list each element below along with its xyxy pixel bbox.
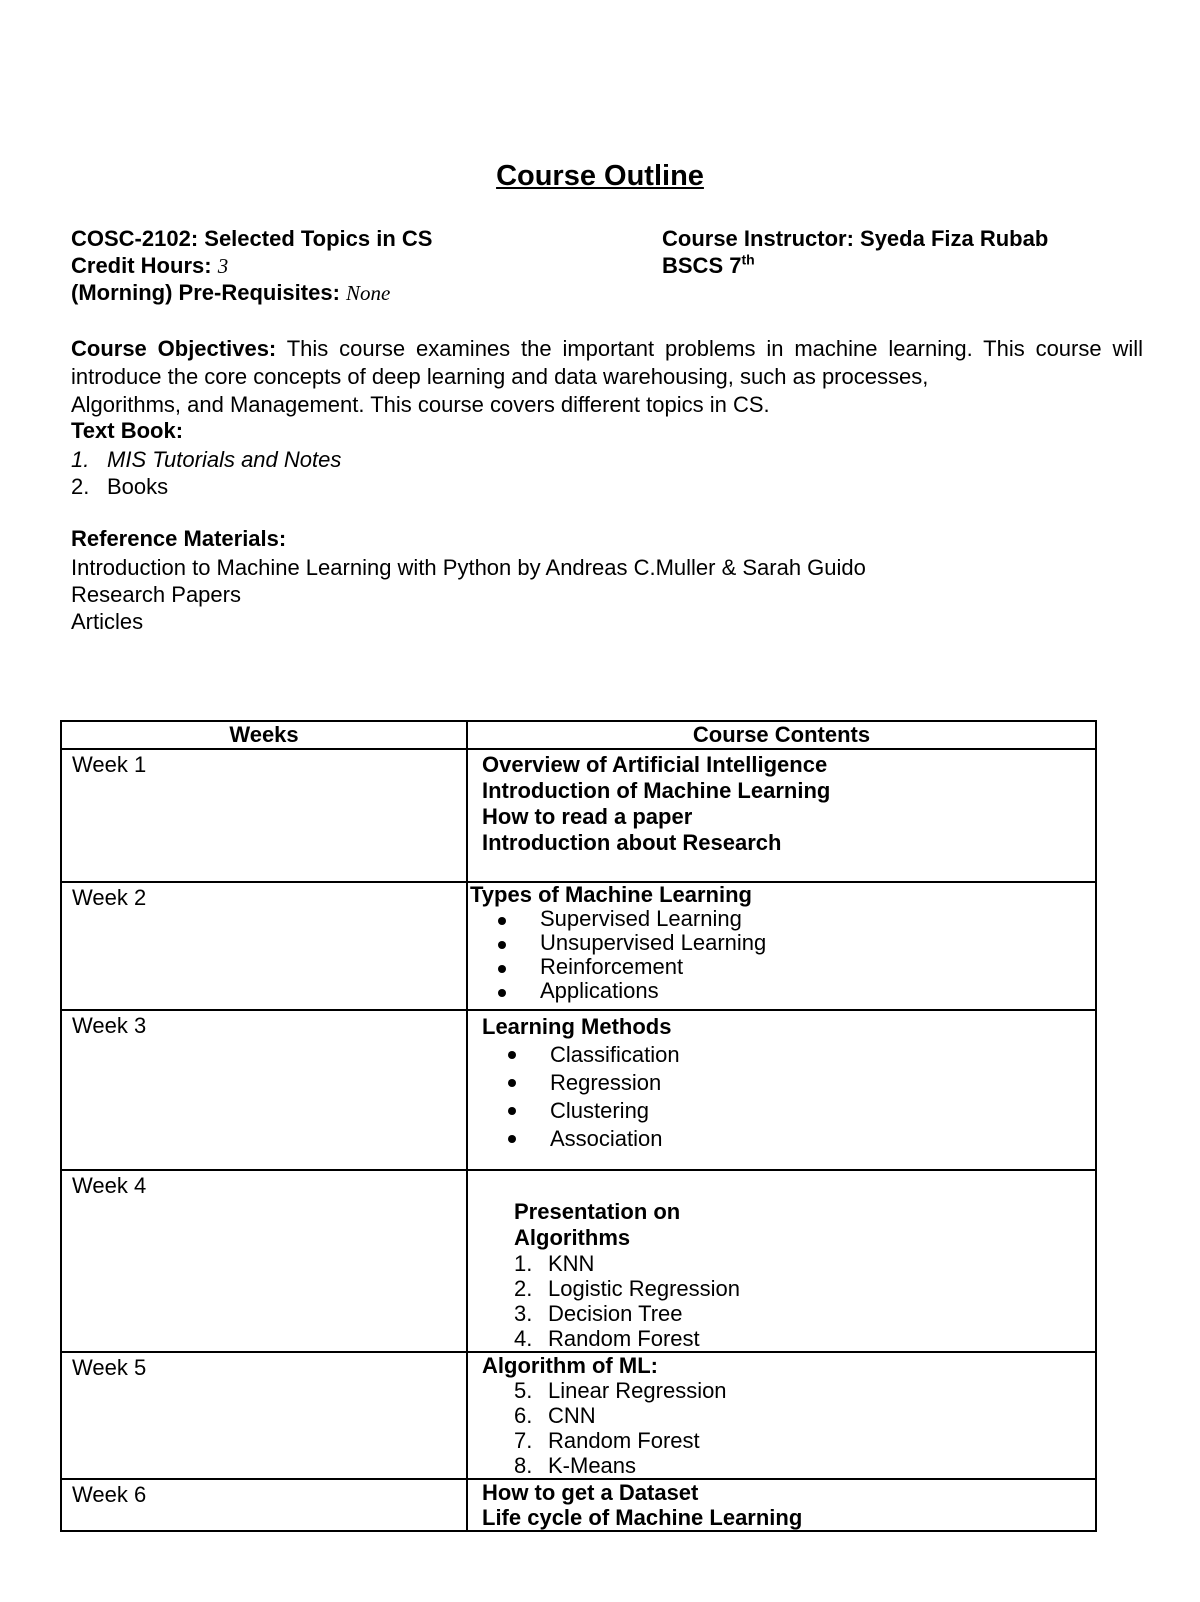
week-contents — [468, 1011, 1095, 1153]
content-line: Introduction about Research — [482, 830, 782, 855]
table-row — [61, 1010, 1096, 1170]
list-item: Classification — [550, 1041, 1095, 1069]
text-book-item — [71, 446, 341, 473]
list-item: Supervised Learning — [540, 907, 1095, 931]
list-item: Regression — [550, 1069, 1095, 1097]
content-line: Introduction of Machine Learning — [482, 778, 831, 803]
list-number: 2. — [514, 1276, 533, 1301]
content-heading: Types of Machine Learning — [470, 882, 752, 907]
column-header-course-contents: Course Contents — [467, 721, 1096, 749]
text-book-item-number: 1. — [71, 447, 90, 472]
credit-hours-label: Credit Hours: — [71, 253, 212, 278]
list-item — [514, 1453, 1095, 1478]
list-number: 8. — [514, 1453, 533, 1478]
list-item — [514, 1428, 1095, 1453]
list-item: Clustering — [550, 1097, 1095, 1125]
list-text: Random Forest — [548, 1428, 700, 1453]
text-book-list — [71, 446, 341, 500]
week-label: Week 1 — [72, 752, 147, 777]
content-line: Life cycle of Machine Learning — [482, 1505, 803, 1530]
numbered-list — [514, 1251, 1095, 1351]
program-label — [662, 252, 755, 279]
text-book-item-text: Books — [107, 474, 169, 499]
list-number: 3. — [514, 1301, 533, 1326]
week-contents — [468, 750, 1095, 856]
list-item — [514, 1276, 1095, 1301]
table-row — [61, 1170, 1096, 1352]
list-text: Logistic Regression — [548, 1276, 740, 1301]
text-book-item-text: MIS Tutorials and Notes — [107, 447, 342, 472]
list-item — [514, 1301, 1095, 1326]
bullet-list — [482, 1041, 1095, 1153]
list-item — [514, 1326, 1095, 1351]
reference-item: Research Papers — [71, 582, 241, 607]
course-header — [71, 225, 1141, 306]
table-header-row — [61, 721, 1096, 749]
list-text: Decision Tree — [548, 1301, 683, 1326]
table-row — [61, 1352, 1096, 1479]
list-text: Linear Regression — [548, 1378, 727, 1403]
list-item — [514, 1251, 1095, 1276]
content-line: Overview of Artificial Intelligence — [482, 752, 828, 777]
list-number: 1. — [514, 1251, 533, 1276]
week-label: Week 5 — [72, 1355, 147, 1380]
objectives-text-end: Algorithms, and Management. This course covers different topics in CS. — [71, 392, 770, 417]
text-book-heading: Text Book: — [71, 418, 184, 443]
list-item — [514, 1378, 1095, 1403]
course-objectives — [71, 335, 1143, 419]
week-label: Week 6 — [72, 1482, 147, 1507]
list-item: Reinforcement — [540, 955, 1095, 979]
list-text: K-Means — [548, 1453, 637, 1478]
list-text: KNN — [548, 1251, 595, 1276]
content-heading: Presentation on — [514, 1199, 681, 1224]
course-instructor: Course Instructor: Syeda Fiza Rubab — [662, 226, 1049, 251]
list-number: 7. — [514, 1428, 533, 1453]
list-item: Applications — [540, 979, 1095, 1003]
credit-hours-value: 3 — [217, 254, 229, 278]
list-number: 5. — [514, 1378, 533, 1403]
list-item: Association — [550, 1125, 1095, 1153]
list-text: Random Forest — [548, 1326, 700, 1351]
content-heading: Algorithms — [514, 1225, 631, 1250]
table-row — [61, 749, 1096, 882]
list-text: CNN — [548, 1403, 596, 1428]
objectives-text: This course examines the important problems in machine learning. This course will introduce the core concepts of deep learning and data warehousing, such as processes, — [71, 336, 1144, 389]
week-contents — [468, 1353, 1095, 1478]
prerequisites-value: None — [346, 281, 391, 305]
week-label: Week 3 — [72, 1013, 147, 1038]
table-row — [61, 1479, 1096, 1531]
reference-item: Articles — [71, 609, 144, 634]
reference-materials-heading: Reference Materials: — [71, 526, 287, 551]
course-code: COSC-2102: Selected Topics in CS — [71, 226, 433, 251]
program-superscript: th — [741, 251, 755, 268]
page-title: Course Outline — [496, 160, 704, 192]
content-heading: Learning Methods — [482, 1014, 672, 1039]
course-schedule-table — [60, 720, 1097, 1532]
prerequisites-label: (Morning) Pre-Requisites: — [71, 280, 340, 305]
text-book-item — [71, 473, 341, 500]
week-label: Week 2 — [72, 885, 147, 910]
numbered-list — [482, 1378, 1095, 1478]
text-book-item-number: 2. — [71, 474, 90, 499]
content-line: How to get a Dataset — [482, 1480, 699, 1505]
content-line: How to read a paper — [482, 804, 693, 829]
list-item: Unsupervised Learning — [540, 931, 1095, 955]
reference-item: Introduction to Machine Learning with Python by Andreas C.Muller & Sarah Guido — [71, 555, 866, 580]
week-contents — [468, 1480, 1095, 1530]
reference-materials-list — [71, 554, 866, 635]
bullet-list — [470, 907, 1095, 1003]
week-label: Week 4 — [72, 1173, 147, 1198]
week-contents — [468, 1171, 1095, 1351]
week-contents — [468, 883, 1095, 1003]
objectives-label: Course Objectives: — [71, 336, 277, 361]
list-number: 4. — [514, 1326, 533, 1351]
list-item — [514, 1403, 1095, 1428]
table-row — [61, 882, 1096, 1010]
content-heading: Algorithm of ML: — [482, 1353, 658, 1378]
program-name: BSCS 7 — [662, 253, 742, 278]
column-header-weeks: Weeks — [61, 721, 467, 749]
list-number: 6. — [514, 1403, 533, 1428]
